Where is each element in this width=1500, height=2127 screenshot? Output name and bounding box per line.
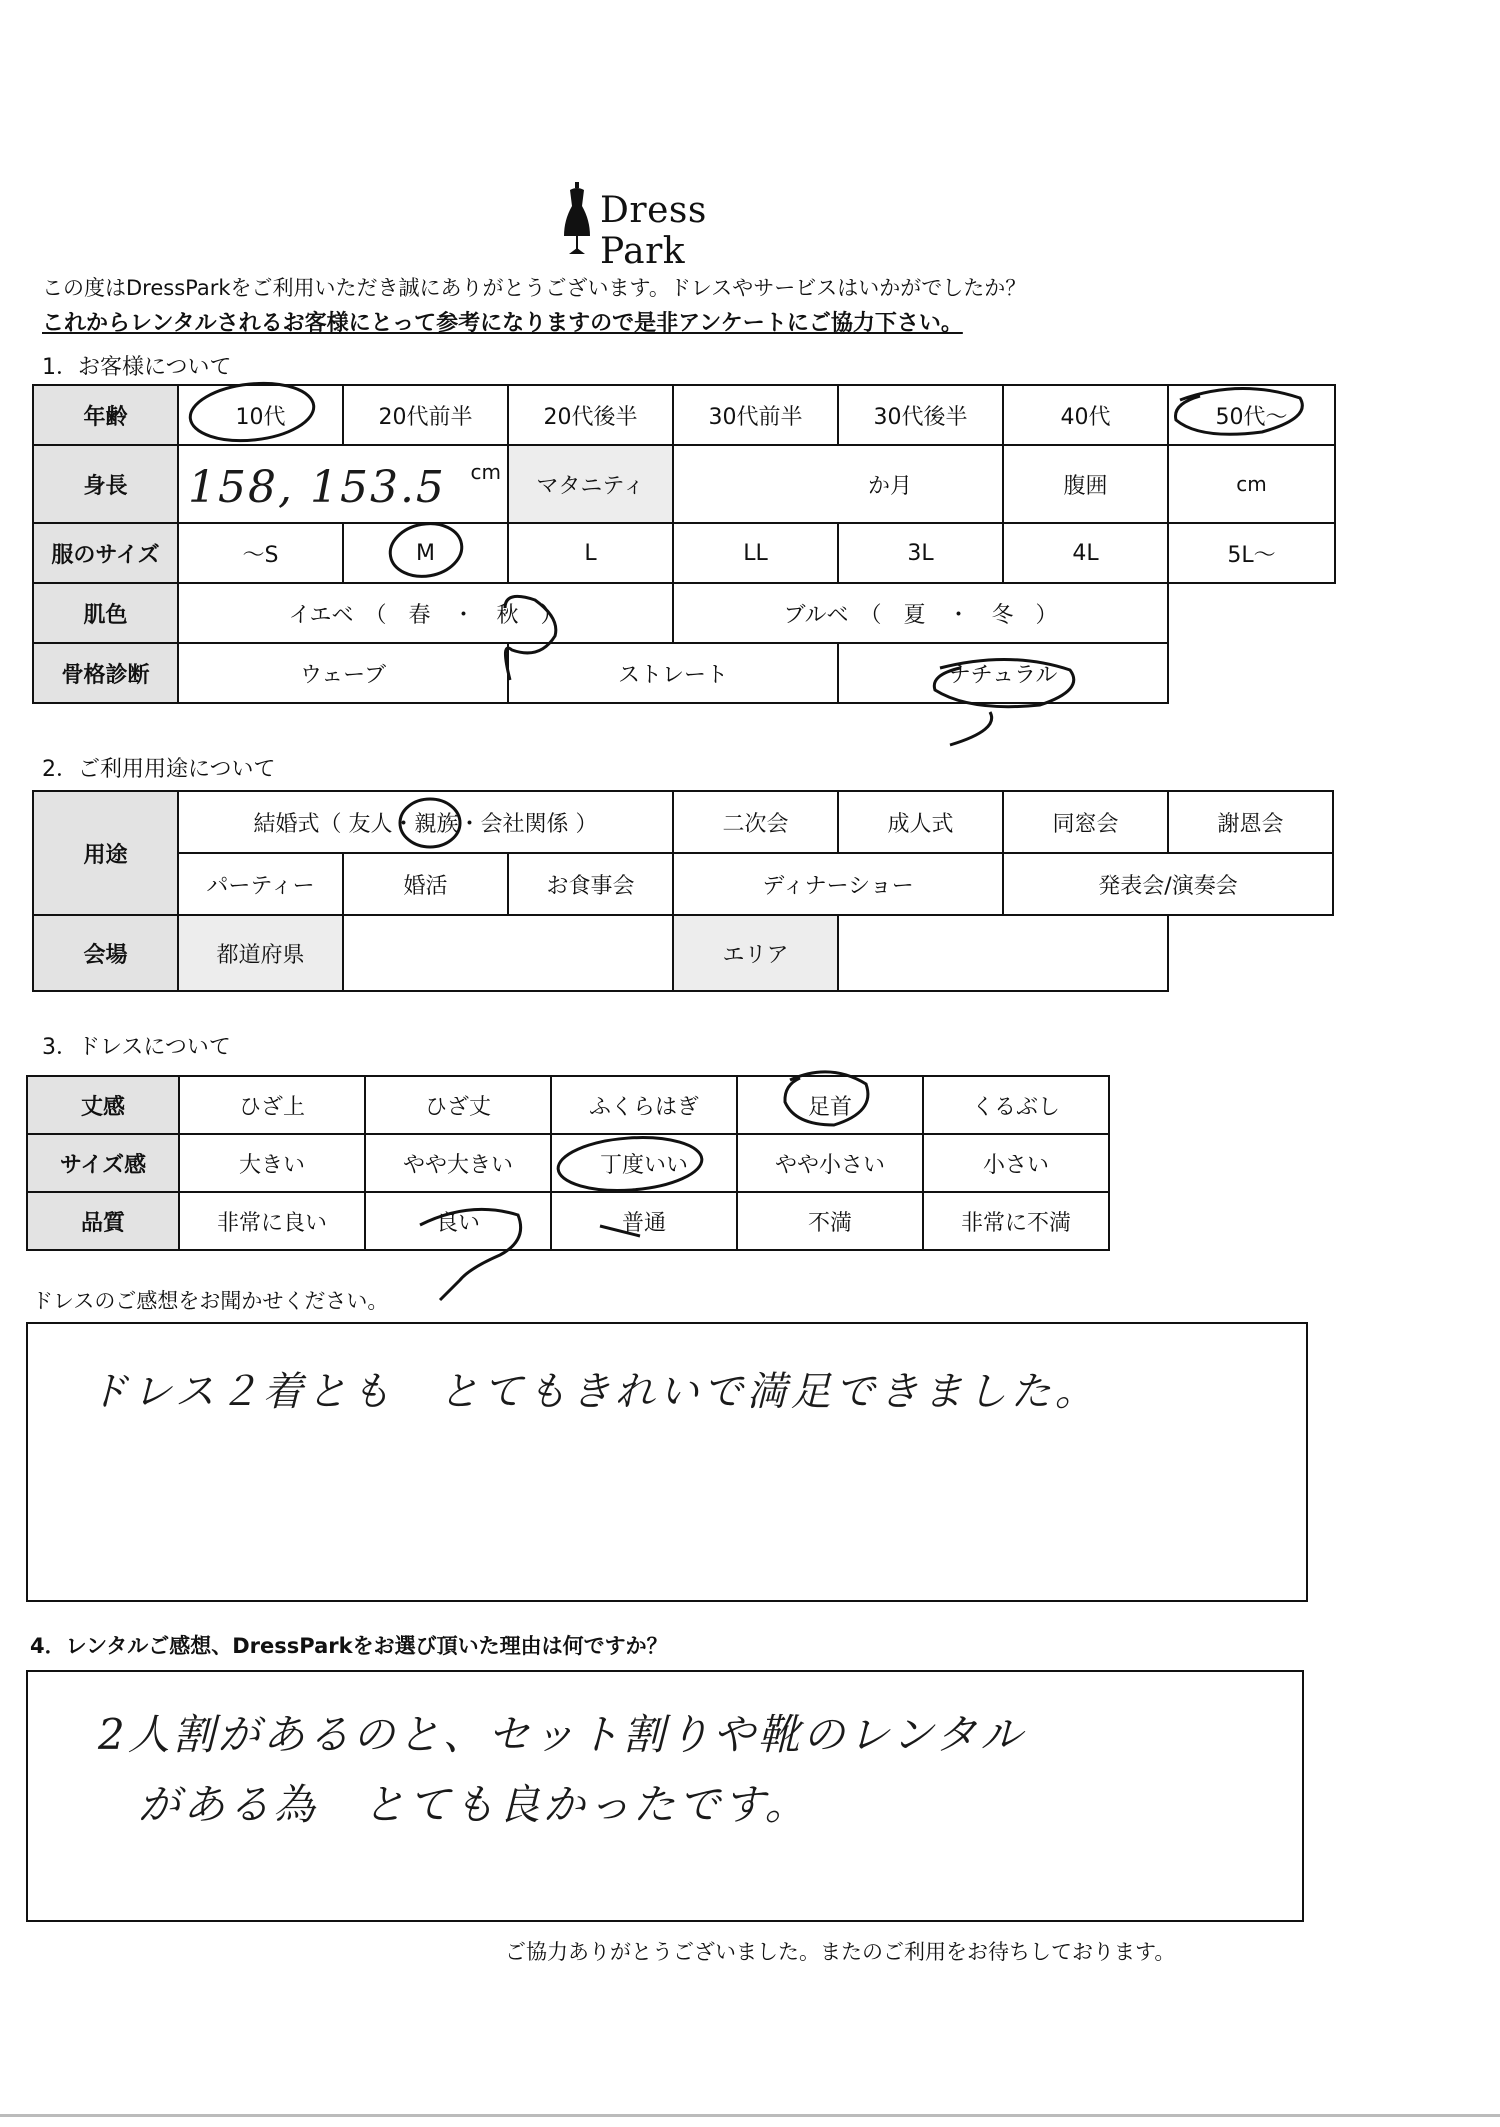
venue-label: 会場 [33, 915, 178, 991]
reason-answer-box[interactable] [26, 1670, 1304, 1922]
usage-option[interactable]: 結婚式（ 友人・親族・会社関係 ） [178, 791, 673, 853]
waist-unit: cm [1168, 445, 1335, 523]
quality-option[interactable]: 非常に良い [179, 1192, 365, 1250]
age-option[interactable]: 20代後半 [508, 385, 673, 445]
customer-info-table [32, 384, 1336, 704]
section2-title: 2．ご利用用途について [42, 757, 276, 782]
height-value: 158, 153.5 [188, 462, 446, 513]
fit-option[interactable]: 丁度いい [551, 1134, 737, 1192]
waist-label: 腹囲 [1003, 445, 1168, 523]
size-option[interactable]: 3L [838, 523, 1003, 583]
prefecture-label: 都道府県 [178, 915, 343, 991]
dress-table [26, 1075, 1110, 1251]
quality-option[interactable]: 普通 [551, 1192, 737, 1250]
fit-option[interactable]: 大きい [179, 1134, 365, 1192]
usage-option[interactable]: 二次会 [673, 791, 838, 853]
maternity-label: マタニティ [508, 445, 673, 523]
usage-option[interactable]: お食事会 [508, 853, 673, 915]
age-option[interactable]: 40代 [1003, 385, 1168, 445]
section1-title: 1．お客様について [42, 355, 232, 380]
dress-mannequin-icon [560, 180, 594, 260]
usage-option[interactable]: 発表会/演奏会 [1003, 853, 1333, 915]
body-type-option[interactable]: ストレート [508, 643, 838, 703]
quality-option[interactable]: 非常に不満 [923, 1192, 1109, 1250]
length-option[interactable]: ふくらはぎ [551, 1076, 737, 1134]
quality-option[interactable]: 良い [365, 1192, 551, 1250]
usage-option[interactable]: ディナーショー [673, 853, 1003, 915]
length-option[interactable]: 足首 [737, 1076, 923, 1134]
section3-title: 3．ドレスについて [42, 1035, 231, 1060]
scan-edge [0, 2114, 1500, 2117]
age-option[interactable]: 30代後半 [838, 385, 1003, 445]
size-option[interactable]: ～S [178, 523, 343, 583]
age-option[interactable]: 30代前半 [673, 385, 838, 445]
length-option[interactable]: ひざ上 [179, 1076, 365, 1134]
dress-comment-box[interactable] [26, 1322, 1308, 1602]
size-option[interactable]: LL [673, 523, 838, 583]
dress-comment-text: ドレス２着とも とてもきれいで満足できました。 [88, 1369, 1099, 1415]
area-label: エリア [673, 915, 838, 991]
dress-comment-prompt: ドレスのご感想をお聞かせください。 [32, 1289, 389, 1313]
length-option[interactable]: くるぶし [923, 1076, 1109, 1134]
usage-option[interactable]: パーティー [178, 853, 343, 915]
fit-label: サイズ感 [27, 1134, 179, 1192]
reason-answer-line1: 2人割があるのと、セット割りや靴のレンタル [98, 1710, 1025, 1759]
prefecture-field[interactable] [343, 915, 673, 991]
usage-option[interactable]: 同窓会 [1003, 791, 1168, 853]
area-field[interactable] [838, 915, 1168, 991]
height-label: 身長 [33, 445, 178, 523]
usage-table [32, 790, 1334, 992]
age-option[interactable]: 50代～ [1168, 385, 1335, 445]
usage-option[interactable]: 婚活 [343, 853, 508, 915]
size-label: 服のサイズ [33, 523, 178, 583]
body-type-option[interactable]: ナチュラル [838, 643, 1168, 703]
size-option[interactable]: L [508, 523, 673, 583]
quality-option[interactable]: 不満 [737, 1192, 923, 1250]
section4-title: 4．レンタルご感想、DressParkをお選び頂いた理由は何ですか？ [30, 1634, 668, 1658]
usage-option[interactable]: 謝恩会 [1168, 791, 1333, 853]
fit-option[interactable]: やや大きい [365, 1134, 551, 1192]
usage-label: 用途 [33, 791, 178, 915]
quality-label: 品質 [27, 1192, 179, 1250]
size-option[interactable]: M [343, 523, 508, 583]
usage-option[interactable]: 成人式 [838, 791, 1003, 853]
intro-text: この度はDressParkをご利用いただき誠にありがとうございます。ドレスやサービスはいかがでしたか？ [42, 276, 1027, 300]
length-option[interactable]: ひざ丈 [365, 1076, 551, 1134]
brand-name: Dress Park [600, 190, 707, 272]
thanks-message: ご協力ありがとうございました。またのご利用をお待ちしております。 [505, 1940, 1176, 1964]
skin-blue-base[interactable]: ブルベ （ 夏 ・ 冬 ） [673, 583, 1168, 643]
length-label: 丈感 [27, 1076, 179, 1134]
reason-answer-line2: がある為 とても良かったです。 [138, 1780, 810, 1829]
fit-option[interactable]: やや小さい [737, 1134, 923, 1192]
months-label: か月 [673, 445, 1003, 523]
fit-option[interactable]: 小さい [923, 1134, 1109, 1192]
intro-request: これからレンタルされるお客様にとって参考になりますので是非アンケートにご協力下さい。 [42, 311, 963, 336]
age-option[interactable]: 10代 [178, 385, 343, 445]
age-label: 年齢 [33, 385, 178, 445]
body-type-label: 骨格診断 [33, 643, 178, 703]
age-option[interactable]: 20代前半 [343, 385, 508, 445]
brand-logo [560, 180, 800, 272]
height-unit: cm [178, 445, 508, 523]
body-type-option[interactable]: ウェーブ [178, 643, 508, 703]
skin-label: 肌色 [33, 583, 178, 643]
size-option[interactable]: 4L [1003, 523, 1168, 583]
skin-yellow-base[interactable]: イエベ （ 春 ・ 秋 ） [178, 583, 673, 643]
size-option[interactable]: 5L～ [1168, 523, 1335, 583]
